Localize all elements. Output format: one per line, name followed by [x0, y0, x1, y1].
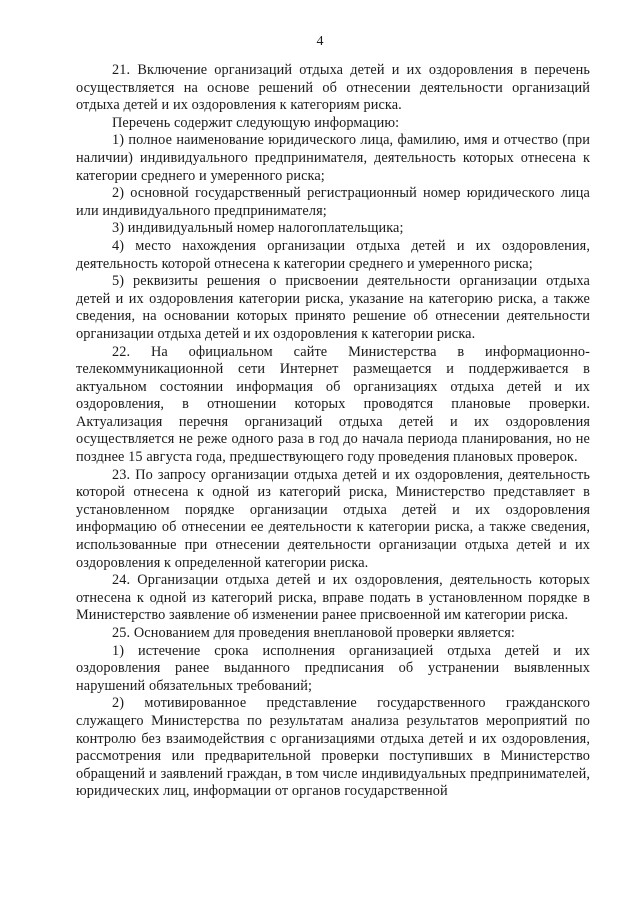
paragraph-25: 25. Основанием для проведения внеплановой проверки является: — [112, 625, 515, 641]
list-item-1: 1) полное наименование юридического лица, фамилию, имя и отчество (при наличии) индивидуального предпринимателя, деятельность которых отнесена к категории среднего и умеренного риска; — [76, 132, 590, 184]
list-item-4: 4) место нахождения организации отдыха детей и их оздоровления, деятельность которой отнесена к категории среднего и умеренного риска; — [76, 237, 590, 272]
paragraph-list-intro: Перечень содержит следующую информацию: — [112, 114, 400, 131]
paragraph-24: 24. Организации отдыха детей и их оздоровления, деятельность которых отнесена к одной из категорий риска, вправе подать в установленном порядке в Министерство заявление об изменении ранее присвоенной им категории риска. — [76, 572, 590, 624]
list-item-3: 3) индивидуальный номер налогоплательщика; — [112, 220, 404, 237]
basis-item-2: 2) мотивированное представление государственного гражданского служащего Министерства по результатам анализа результатов мероприятий по контролю без взаимодействия с организациями отдыха детей и их оздоровления, рассмотрения или предварительной проверки поступивших в Министерство обращений и заявлений граждан, в том числе индивидуальных предпринимателей, юридических лиц, информации от органов государственной — [76, 695, 590, 800]
basis-item-1: 1) истечение срока исполнения организацией отдыха детей и их оздоровления ранее выданного предписания об устранении выявленных нарушений обязательных требований; — [76, 642, 590, 694]
list-item-5: 5) реквизиты решения о присвоении деятельности организации отдыха детей и их оздоровления категории риска, указание на категорию риска, а также сведения, на основании которых принято решение об отнесении деятельности организации отдыха детей и их оздоровления к категории риска. — [76, 273, 590, 342]
paragraph-21: 21. Включение организаций отдыха детей и их оздоровления в перечень осуществляется на основе решений об отнесении деятельности организаций отдыха детей и их оздоровления к категориям риска. — [76, 62, 590, 114]
page-number: 4 — [316, 34, 324, 49]
paragraph-22: 22. На официальном сайте Министерства в информационно-телекоммуникационной сети Интернет размещается и поддерживается в актуальном состоянии информация об организациях отдыха детей и их оздоровления, в отношении которых проводятся плановые проверки. Актуализация перечня организаций отдыха детей и их оздоровления осуществляется не реже одного раза в год до начала периода планирования, но не позднее 15 августа года, предшествующего году проведения плановых проверок. — [76, 343, 590, 466]
paragraph-23: 23. По запросу организации отдыха детей и их оздоровления, деятельность которой отнесена к одной из категорий риска, Министерство представляет в установленном порядке организации отдыха детей и их оздоровления информацию об отнесении ее деятельности к категории риска, а также сведения, использованные при отнесении деятельности организации отдыха детей и их оздоровления к определенной категории риска. — [76, 466, 590, 571]
document-body — [76, 62, 590, 801]
list-item-2: 2) основной государственный регистрационный номер юридического лица или индивидуального предпринимателя; — [76, 185, 590, 219]
